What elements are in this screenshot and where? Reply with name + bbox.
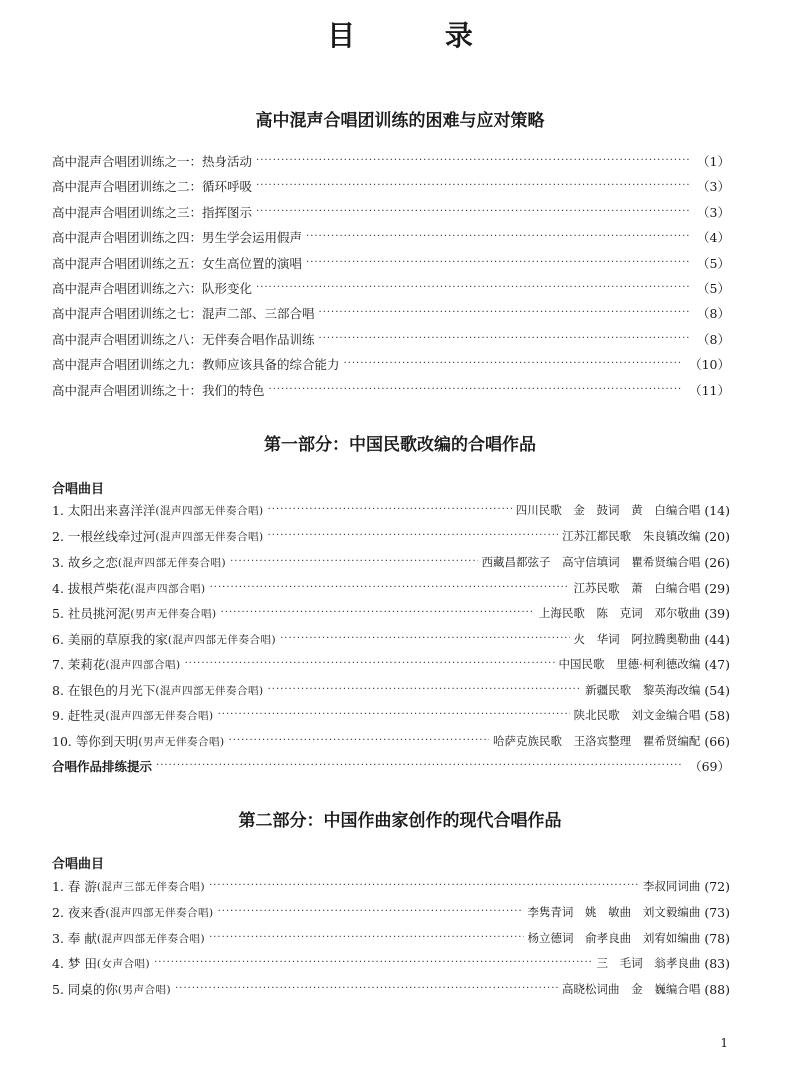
leader-dots [229, 731, 489, 751]
entry-title: 3. 奉 献 [52, 931, 97, 946]
entry-title: 1. 春 游 [52, 879, 97, 894]
entry-title: 高中混声合唱团训练之十：我们的特色 [52, 383, 265, 398]
entry-page: （5） [697, 256, 730, 271]
entry-credits: 李隽青词 姚 敏曲 刘文毅编曲 [527, 905, 701, 919]
entry-title: 高中混声合唱团训练之四：男生学会运用假声 [52, 230, 303, 245]
entry-page: (78) [704, 930, 730, 946]
entry-page: (58) [704, 707, 730, 723]
toc-entry[interactable] [52, 979, 730, 999]
entry-title: 3. 故乡之恋 [52, 555, 118, 570]
entry-page: (83) [704, 955, 730, 971]
leader-dots [256, 278, 689, 298]
entry-page: （3） [697, 205, 730, 220]
toc-entry[interactable] [52, 380, 730, 400]
leader-dots [268, 500, 512, 520]
entry-title: 4. 梦 田 [52, 956, 97, 971]
leader-dots [156, 756, 681, 776]
toc-entry[interactable] [52, 731, 730, 751]
toc-entry[interactable] [52, 329, 730, 349]
leader-dots [185, 654, 555, 674]
entry-credits: 李叔同词曲 [642, 879, 701, 893]
entry-note: (男声合唱) [117, 983, 172, 996]
entry-credits: 西藏昌都弦子 高守信填词 瞿希贤编合唱 [481, 555, 701, 569]
entry-credits: 江苏江都民歌 朱良镇改编 [562, 529, 701, 543]
toc-entry[interactable] [52, 500, 730, 520]
toc-entry[interactable] [52, 902, 730, 922]
leader-dots [344, 354, 682, 374]
intro-section-title: 高中混声合唱团训练的困难与应对策略 [255, 111, 545, 131]
entry-title: 2. 一根丝线牵过河 [52, 529, 156, 544]
entry-title: 高中混声合唱团训练之二：循环呼吸 [52, 179, 253, 194]
entry-page: (39) [704, 605, 730, 621]
leader-dots [221, 603, 535, 623]
entry-page: (26) [704, 554, 730, 570]
entry-title: 1. 太阳出来喜洋洋 [52, 503, 156, 518]
toc-entry[interactable] [52, 705, 730, 725]
entry-page: （8） [697, 306, 730, 321]
leader-dots [319, 329, 690, 349]
entry-note: (混声四部无伴奏合唱) [155, 504, 264, 517]
leader-dots [319, 303, 690, 323]
leader-dots [230, 552, 477, 572]
entry-credits: 哈萨克族民歌 王洛宾整理 瞿希贤编配 [493, 734, 701, 748]
entry-page: （8） [697, 332, 730, 347]
entry-credits: 陕北民歌 刘文金编合唱 [573, 708, 701, 722]
entry-page: （11） [689, 383, 730, 398]
toc-entry[interactable] [52, 526, 730, 546]
entry-page: (72) [704, 878, 730, 894]
entry-note: (混声四部无伴奏合唱) [96, 932, 206, 945]
entry-page: （10） [689, 357, 730, 372]
toc-entry[interactable] [52, 928, 730, 948]
toc-entry[interactable] [52, 253, 730, 273]
toc-entry[interactable] [52, 876, 730, 896]
entry-credits: 三 毛词 翁孝良曲 [596, 956, 701, 970]
toc-entry[interactable] [52, 953, 730, 973]
entry-title: 高中混声合唱团训练之六：队形变化 [52, 281, 253, 296]
leader-dots [209, 876, 639, 896]
part1-subhead: 合唱曲目 [52, 482, 105, 497]
entry-page: (44) [704, 631, 730, 647]
entry-title: 6. 美丽的草原我的家 [52, 632, 168, 647]
part2-section-title: 第二部分：中国作曲家创作的现代合唱作品 [238, 811, 562, 831]
entry-title: 5. 社员挑河泥 [52, 606, 131, 621]
toc-entry[interactable] [52, 202, 730, 222]
entry-page: (88) [704, 981, 730, 997]
entry-note: (混声四部无伴奏合唱) [167, 633, 277, 646]
entry-note: (男声无伴奏合唱) [138, 735, 225, 748]
leader-dots [269, 380, 682, 400]
entry-title: 4. 拔根芦柴花 [52, 581, 131, 596]
entry-title: 2. 夜来香 [52, 905, 106, 920]
entry-note: (混声四部无伴奏合唱) [105, 906, 214, 919]
entry-title: 高中混声合唱团训练之九：教师应该具备的综合能力 [52, 357, 340, 372]
leader-dots [256, 151, 689, 171]
entry-title: 5. 同桌的你 [52, 982, 118, 997]
part1-section-title: 第一部分：中国民歌改编的合唱作品 [264, 435, 536, 455]
entry-note: (混声三部无伴奏合唱) [96, 880, 206, 893]
entry-title: 高中混声合唱团训练之七：混声二部、三部合唱 [52, 306, 315, 321]
leader-dots [218, 705, 570, 725]
entry-credits: 江苏民歌 萧 白编合唱 [573, 581, 701, 595]
entry-page: （3） [697, 179, 730, 194]
entry-note: (女声合唱) [96, 957, 151, 970]
entry-note: (混声四部无伴奏合唱) [155, 530, 264, 543]
entry-note: (混声四部合唱) [105, 658, 181, 671]
entry-credits: 四川民歌 金 鼓词 黄 白编合唱 [515, 503, 701, 517]
leader-dots [218, 902, 524, 922]
toc-entry[interactable] [52, 603, 730, 623]
part2-subhead: 合唱曲目 [52, 857, 105, 872]
leader-dots [154, 953, 592, 973]
entry-page: (20) [704, 528, 730, 544]
entry-page: （4） [697, 230, 730, 245]
toc-entry[interactable] [52, 151, 730, 171]
entry-title: 高中混声合唱团训练之五：女生高位置的演唱 [52, 256, 303, 271]
entry-note: (混声四部无伴奏合唱) [105, 709, 214, 722]
entry-title: 7. 茉莉花 [52, 657, 106, 672]
entry-title: 10. 等你到天明 [52, 734, 139, 749]
entry-note: (混声四部合唱) [130, 582, 206, 595]
toc-entry[interactable] [52, 278, 730, 298]
entry-credits: 杨立德词 俞孝良曲 刘宥如编曲 [527, 931, 701, 945]
toc-entry[interactable] [52, 629, 730, 649]
entry-page: （69） [689, 759, 730, 774]
page-number: 1 [720, 1036, 728, 1050]
entry-credits: 火 华词 阿拉腾奥勒曲 [573, 632, 701, 646]
entry-page: (73) [704, 904, 730, 920]
leader-dots [306, 253, 689, 273]
entry-note: (混声四部无伴奏合唱) [155, 684, 264, 697]
toc-entry[interactable] [52, 354, 730, 374]
entry-title: 高中混声合唱团训练之八：无伴奏合唱作品训练 [52, 332, 315, 347]
entry-page: （1） [697, 154, 730, 169]
leader-dots [268, 526, 559, 546]
toc-entry[interactable] [52, 227, 730, 247]
entry-page: (54) [704, 682, 730, 698]
entry-note: (混声四部无伴奏合唱) [117, 556, 227, 569]
entry-title: 8. 在银色的月光下 [52, 683, 156, 698]
toc-entry[interactable] [52, 680, 730, 700]
leader-dots [210, 578, 570, 598]
toc-entry[interactable] [52, 552, 730, 572]
entry-credits: 新疆民歌 黎英海改编 [585, 683, 701, 697]
rehearsal-tips-entry[interactable] [52, 756, 730, 776]
leader-dots [256, 202, 689, 222]
entry-title: 合唱作品排练提示 [52, 759, 153, 774]
leader-dots [256, 176, 689, 196]
entry-note: (男声无伴奏合唱) [130, 607, 217, 620]
page-title: 目 录 [327, 19, 513, 52]
leader-dots [175, 979, 558, 999]
toc-entry[interactable] [52, 303, 730, 323]
leader-dots [209, 928, 523, 948]
leader-dots [280, 629, 569, 649]
entry-page: (66) [704, 733, 730, 749]
toc-entry[interactable] [52, 578, 730, 598]
entry-title: 高中混声合唱团训练之三：指挥图示 [52, 205, 253, 220]
toc-entry[interactable] [52, 654, 730, 674]
leader-dots [306, 227, 689, 247]
entry-credits: 高晓松词曲 金 巍编合唱 [562, 982, 701, 996]
entry-page: (14) [704, 502, 730, 518]
toc-entry[interactable] [52, 176, 730, 196]
leader-dots [268, 680, 582, 700]
entry-title: 9. 赶牲灵 [52, 708, 106, 723]
entry-page: （5） [697, 281, 730, 296]
entry-title: 高中混声合唱团训练之一：热身活动 [52, 154, 253, 169]
entry-page: (29) [704, 580, 730, 596]
entry-page: (47) [704, 656, 730, 672]
entry-credits: 上海民歌 陈 克词 邓尔敬曲 [538, 606, 701, 620]
entry-credits: 中国民歌 里德·柯利德改编 [558, 657, 701, 671]
